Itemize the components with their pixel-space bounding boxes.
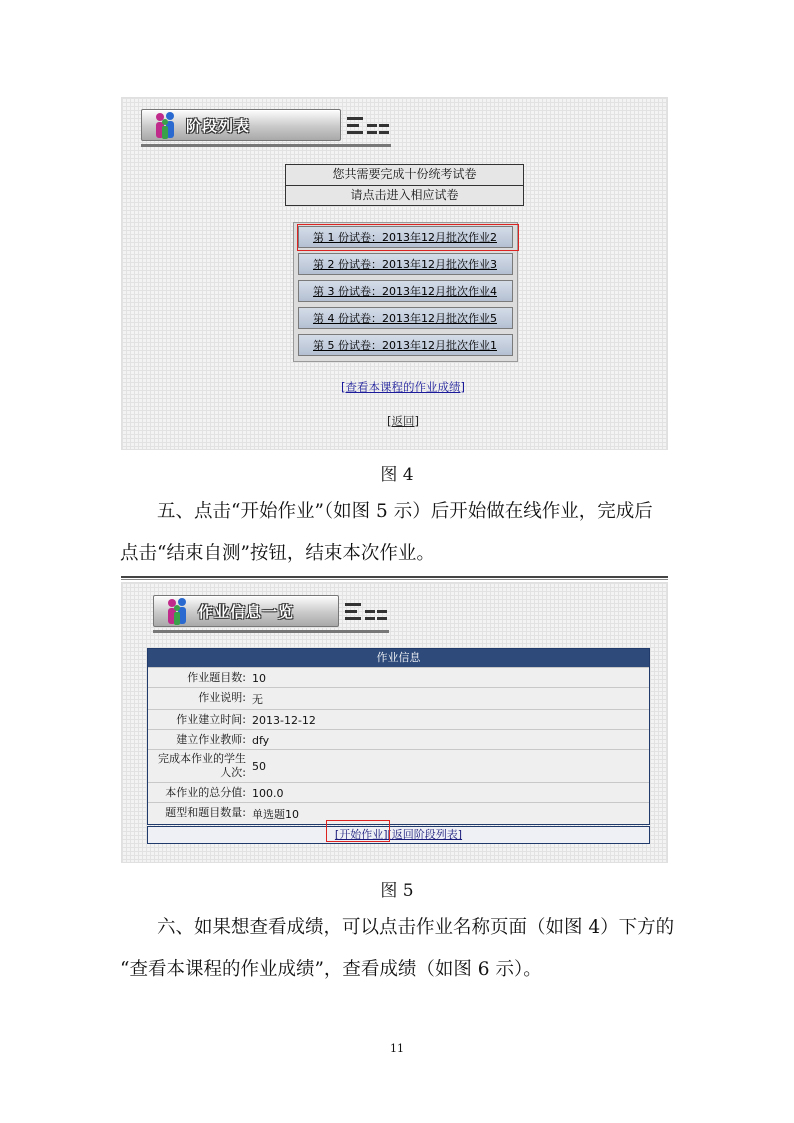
row-value: 50 (252, 760, 266, 773)
divider (121, 576, 668, 580)
stripes-icon (347, 115, 391, 139)
people-icon (162, 597, 192, 627)
highlight-box-start (326, 820, 390, 842)
row-value: 100.0 (252, 786, 284, 800)
banner-underline (141, 144, 391, 147)
stripes-icon (345, 601, 389, 625)
paper-link-3[interactable]: 第 3 份试卷：2013年12月批次作业4 (298, 280, 513, 302)
table-row (148, 667, 649, 687)
banner-bar (153, 595, 339, 627)
row-value: 单选题10 (252, 808, 299, 821)
banner-title: 阶段列表 (186, 118, 251, 135)
banner-bar (141, 109, 341, 141)
table-row (148, 687, 649, 709)
highlight-box-paper-1 (297, 224, 519, 251)
people-icon (150, 111, 180, 141)
row-label: 完成本作业的学生人次: (158, 752, 246, 779)
view-grades-link[interactable]: [查看本课程的作业成绩] (341, 380, 465, 394)
row-label: 作业说明: (198, 691, 246, 704)
row-label: 题型和题目数量: (165, 806, 246, 819)
table-row (148, 729, 649, 749)
homework-info-screenshot (121, 582, 668, 863)
row-value: 无 (252, 693, 263, 706)
page-number: 11 (390, 1042, 404, 1055)
paragraph-5-line-2: 点击“结束自测”按钮，结束本次作业。 (120, 543, 435, 564)
banner-underline (153, 630, 389, 633)
table-header: 作业信息 (148, 649, 649, 667)
table-row (148, 782, 649, 802)
row-value: 2013-12-12 (252, 713, 316, 727)
info-box (285, 164, 524, 206)
homework-actions (147, 826, 650, 844)
paper-link-5[interactable]: 第 5 份试卷：2013年12月批次作业1 (298, 334, 513, 356)
paper-link-1[interactable]: 第 1 份试卷：2013年12月批次作业2 (298, 226, 513, 248)
paragraph-6-line-1: 六、如果想查看成绩，可以点击作业名称页面（如图 4）下方的 (157, 917, 675, 938)
figure-5-caption: 图 5 (380, 881, 414, 901)
homework-info-banner (153, 595, 339, 627)
paper-link-4[interactable]: 第 4 份试卷：2013年12月批次作业5 (298, 307, 513, 329)
row-label: 作业题目数: (187, 671, 246, 684)
row-value: 10 (252, 671, 266, 685)
stage-list-screenshot (121, 97, 668, 450)
table-row (148, 802, 649, 824)
info-line-total: 您共需要完成十份统考试卷 (332, 167, 477, 181)
figure-4-caption: 图 4 (380, 465, 414, 485)
row-label: 本作业的总分值: (165, 786, 246, 799)
table-row (148, 749, 649, 782)
homework-info-table (147, 648, 650, 825)
paragraph-5-line-1: 五、点击“开始作业”（如图 5 示）后开始做在线作业，完成后 (157, 501, 653, 522)
row-value: dfy (252, 733, 270, 747)
return-stage-list-link[interactable]: [返回阶段列表] (387, 828, 463, 841)
table-row (148, 709, 649, 729)
start-homework-link[interactable]: [开始作业] (334, 828, 388, 841)
paragraph-6-line-2: “查看本课程的作业成绩”，查看成绩（如图 6 示）。 (120, 959, 542, 980)
back-link[interactable]: [返回] (387, 414, 419, 428)
info-line-instruction: 请点击进入相应试卷 (286, 185, 523, 205)
row-label: 作业建立时间: (176, 713, 246, 726)
paper-link-2[interactable]: 第 2 份试卷：2013年12月批次作业3 (298, 253, 513, 275)
banner-title: 作业信息一览 (198, 604, 295, 621)
row-label: 建立作业教师: (176, 733, 246, 746)
stage-list-banner (141, 109, 341, 141)
